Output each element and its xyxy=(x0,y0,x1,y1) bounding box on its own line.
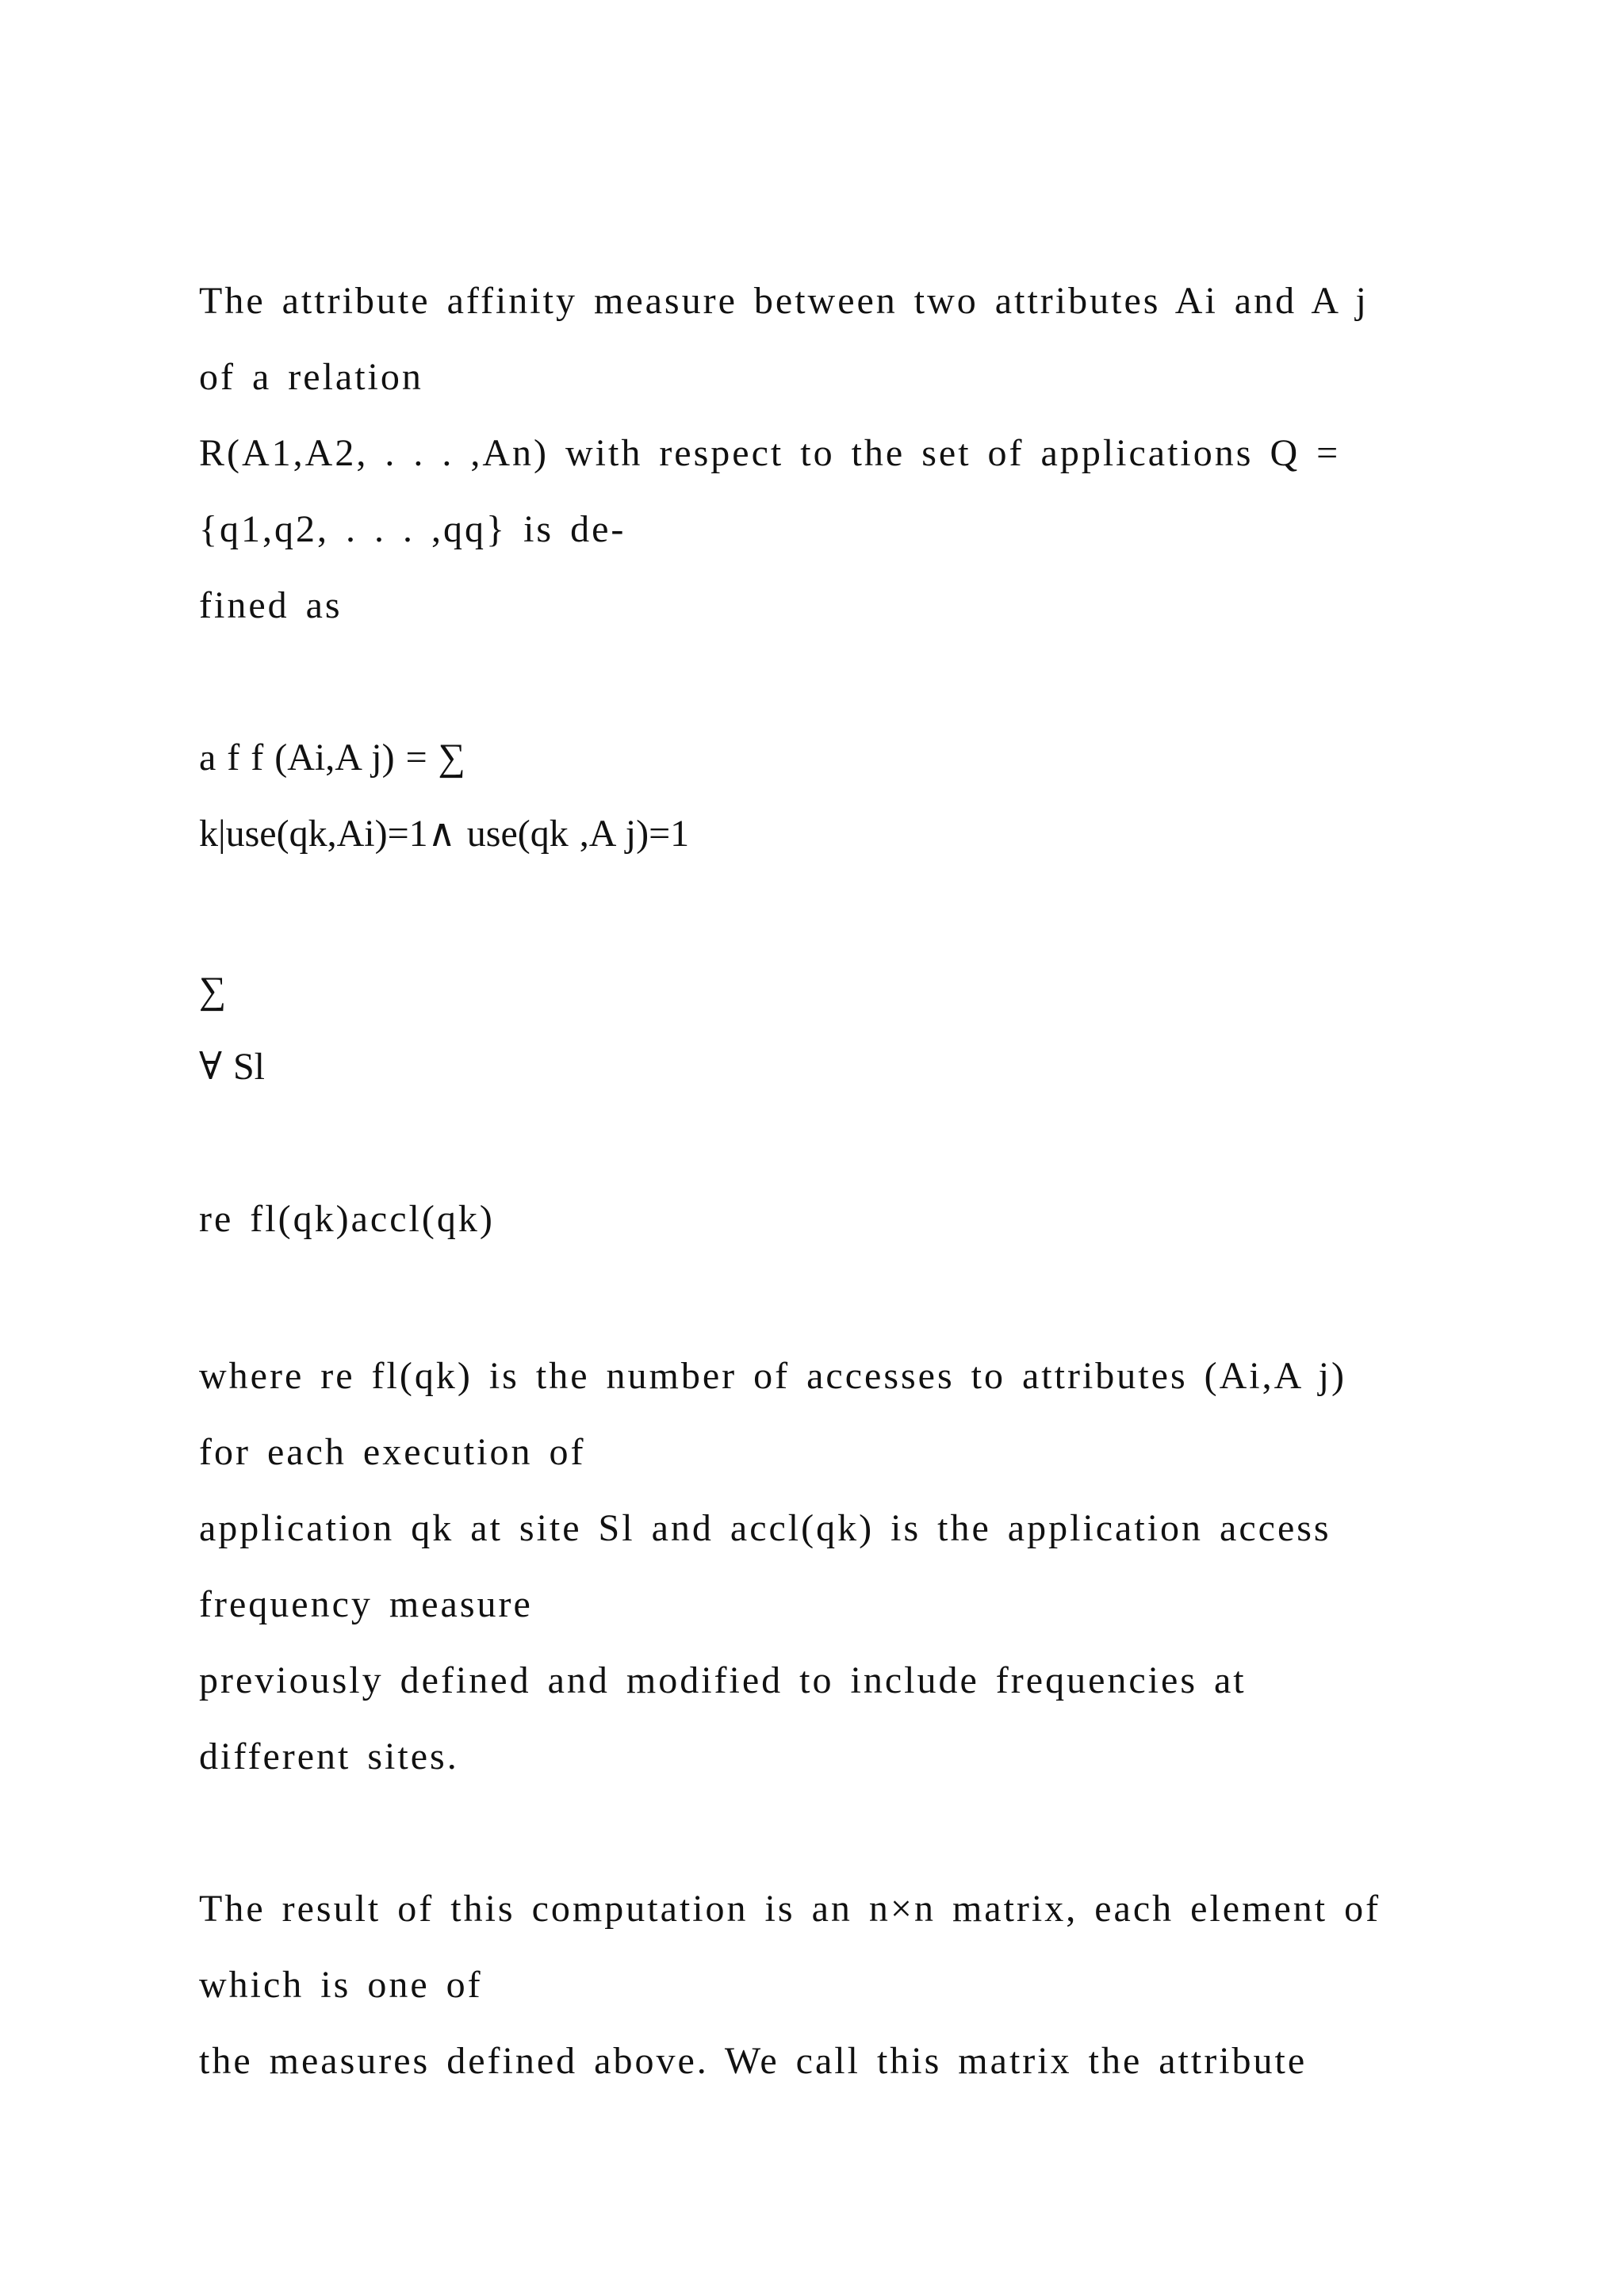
text-line: fined as xyxy=(199,584,343,626)
formula-subscript-line: k|use(qk,Ai)=1∧ use(qk ,A j)=1 xyxy=(199,813,690,855)
text-line: The attribute affinity measure between two attributes Ai and A j xyxy=(199,280,1369,322)
formula-term-line: re fl(qk)accl(qk) xyxy=(199,1198,495,1240)
text-line: previously defined and modified to include frequencies at xyxy=(199,1659,1247,1701)
text-line: for each execution of xyxy=(199,1431,586,1473)
text-line: {q1,q2, . . . ,qq} is de- xyxy=(199,508,626,550)
text-line: application qk at site Sl and accl(qk) is the application access xyxy=(199,1507,1331,1549)
text-line: different sites. xyxy=(199,1735,459,1777)
text-line: frequency measure xyxy=(199,1583,533,1625)
formula-line: a f f (Ai,A j) = ∑ xyxy=(199,737,465,779)
text-line: R(A1,A2, . . . ,An) with respect to the set of applications Q = xyxy=(199,432,1341,474)
text-line: of a relation xyxy=(199,356,423,398)
text-line: where re fl(qk) is the number of accesses to attributes (Ai,A j) xyxy=(199,1355,1346,1397)
sum-symbol: ∑ xyxy=(199,970,227,1012)
text-line: the measures defined above. We call this matrix the attribute xyxy=(199,2040,1308,2082)
text-line: which is one of xyxy=(199,1964,483,2006)
text-line: The result of this computation is an n×n matrix, each element of xyxy=(199,1888,1381,1930)
forall-site-line: ∀ Sl xyxy=(199,1046,265,1088)
